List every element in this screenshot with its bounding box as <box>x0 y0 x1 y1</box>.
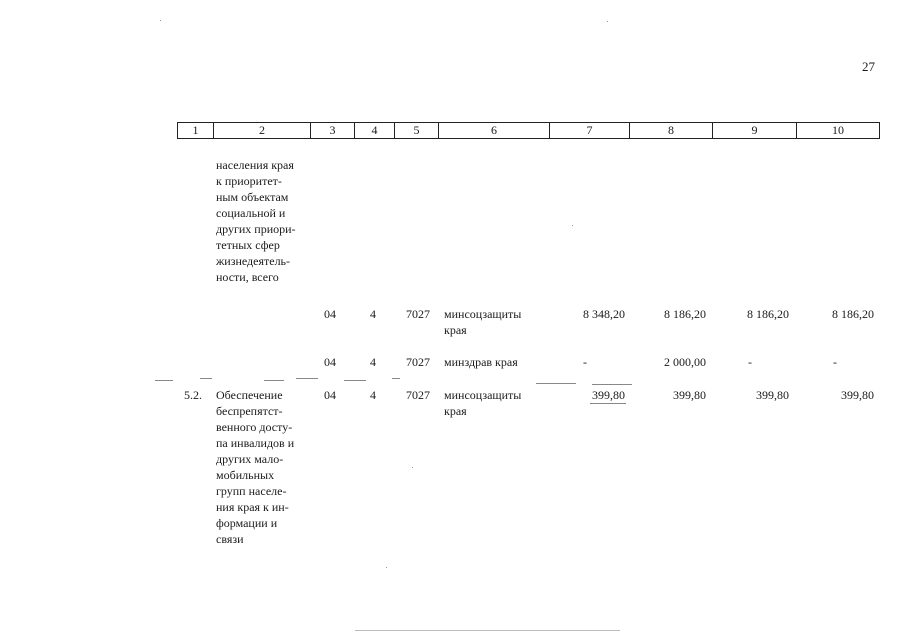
name-line: других мало- <box>216 452 284 466</box>
scan-artifact-line <box>344 380 366 381</box>
row-4-col-10: 399,80 <box>841 388 874 402</box>
row-4-name <box>216 387 306 547</box>
header-col-2: 2 <box>214 123 311 138</box>
row-3-col-6 <box>444 354 518 370</box>
row-2-col-6 <box>444 306 521 338</box>
row-3-col-9: - <box>748 355 752 369</box>
scan-artifact-line <box>536 383 576 384</box>
scan-artifact-line <box>590 403 626 404</box>
name-line: населения края <box>216 158 294 172</box>
row-4-number: 5.2. <box>184 388 202 402</box>
scan-artifact-line <box>355 630 620 631</box>
header-col-8: 8 <box>630 123 713 138</box>
name-line: ности, всего <box>216 270 279 284</box>
row-2-col-8: 8 186,20 <box>664 307 706 321</box>
recipient-line: края <box>444 404 467 418</box>
recipient-line: края <box>444 323 467 337</box>
row-4-col-3: 04 <box>324 388 336 402</box>
row-4-col-5: 7027 <box>406 388 430 402</box>
row-4-col-9: 399,80 <box>756 388 789 402</box>
budget-table <box>177 122 880 139</box>
header-col-3: 3 <box>311 123 355 138</box>
row-3-col-5: 7027 <box>406 355 430 369</box>
name-line: па инвалидов и <box>216 436 295 450</box>
scan-artifact-dot <box>607 21 608 22</box>
page-number: 27 <box>862 59 875 74</box>
scan-artifact-line <box>392 378 400 379</box>
row-2-col-4: 4 <box>370 307 376 321</box>
scan-artifact-dot <box>572 225 573 226</box>
name-line: Обеспечение <box>216 388 283 402</box>
name-line: социальной и <box>216 206 286 220</box>
table-header-row <box>177 122 880 139</box>
name-line: тетных сфер <box>216 238 280 252</box>
name-line: ным объектам <box>216 190 289 204</box>
name-line: формации и <box>216 516 278 530</box>
scan-artifact-dot <box>160 20 161 21</box>
name-line: мобильных <box>216 468 275 482</box>
row-3-col-4: 4 <box>370 355 376 369</box>
name-line: беспрепятст- <box>216 404 283 418</box>
row-4-col-4: 4 <box>370 388 376 402</box>
row-2-col-10: 8 186,20 <box>832 307 874 321</box>
header-col-1: 1 <box>178 123 214 138</box>
scan-artifact-line <box>264 380 284 381</box>
row-3-col-7: - <box>583 355 587 369</box>
scan-artifact-dot <box>412 467 413 468</box>
header-col-9: 9 <box>713 123 797 138</box>
scan-artifact-dot <box>386 567 387 568</box>
name-line: к приоритет- <box>216 174 282 188</box>
row-4-col-6 <box>444 387 521 419</box>
name-line: жизнедеятель- <box>216 254 291 268</box>
header-col-7: 7 <box>550 123 630 138</box>
header-col-6: 6 <box>439 123 550 138</box>
scan-artifact-line <box>592 384 632 385</box>
row-2-col-3: 04 <box>324 307 336 321</box>
name-line: ния края к ин- <box>216 500 289 514</box>
row-3-col-3: 04 <box>324 355 336 369</box>
header-col-5: 5 <box>395 123 439 138</box>
row-3-col-8: 2 000,00 <box>664 355 706 369</box>
row-4-col-7: 399,80 <box>592 388 625 402</box>
header-col-4: 4 <box>355 123 395 138</box>
scan-artifact-line <box>200 378 212 379</box>
recipient-line: минсоцзащиты <box>444 307 522 321</box>
name-line: групп населе- <box>216 484 287 498</box>
name-line: других приори- <box>216 222 296 236</box>
row-3-col-10: - <box>833 355 837 369</box>
row-2-col-7: 8 348,20 <box>583 307 625 321</box>
scan-artifact-line <box>296 378 318 379</box>
row-2-col-9: 8 186,20 <box>747 307 789 321</box>
recipient-line: минздрав края <box>444 355 518 369</box>
row-4-col-8: 399,80 <box>673 388 706 402</box>
header-col-10: 10 <box>832 123 844 137</box>
row-2-col-5: 7027 <box>406 307 430 321</box>
row-1-name <box>216 157 306 285</box>
name-line: венного досту- <box>216 420 293 434</box>
scan-artifact-line <box>155 380 173 381</box>
recipient-line: минсоцзащиты <box>444 388 522 402</box>
name-line: связи <box>216 532 244 546</box>
